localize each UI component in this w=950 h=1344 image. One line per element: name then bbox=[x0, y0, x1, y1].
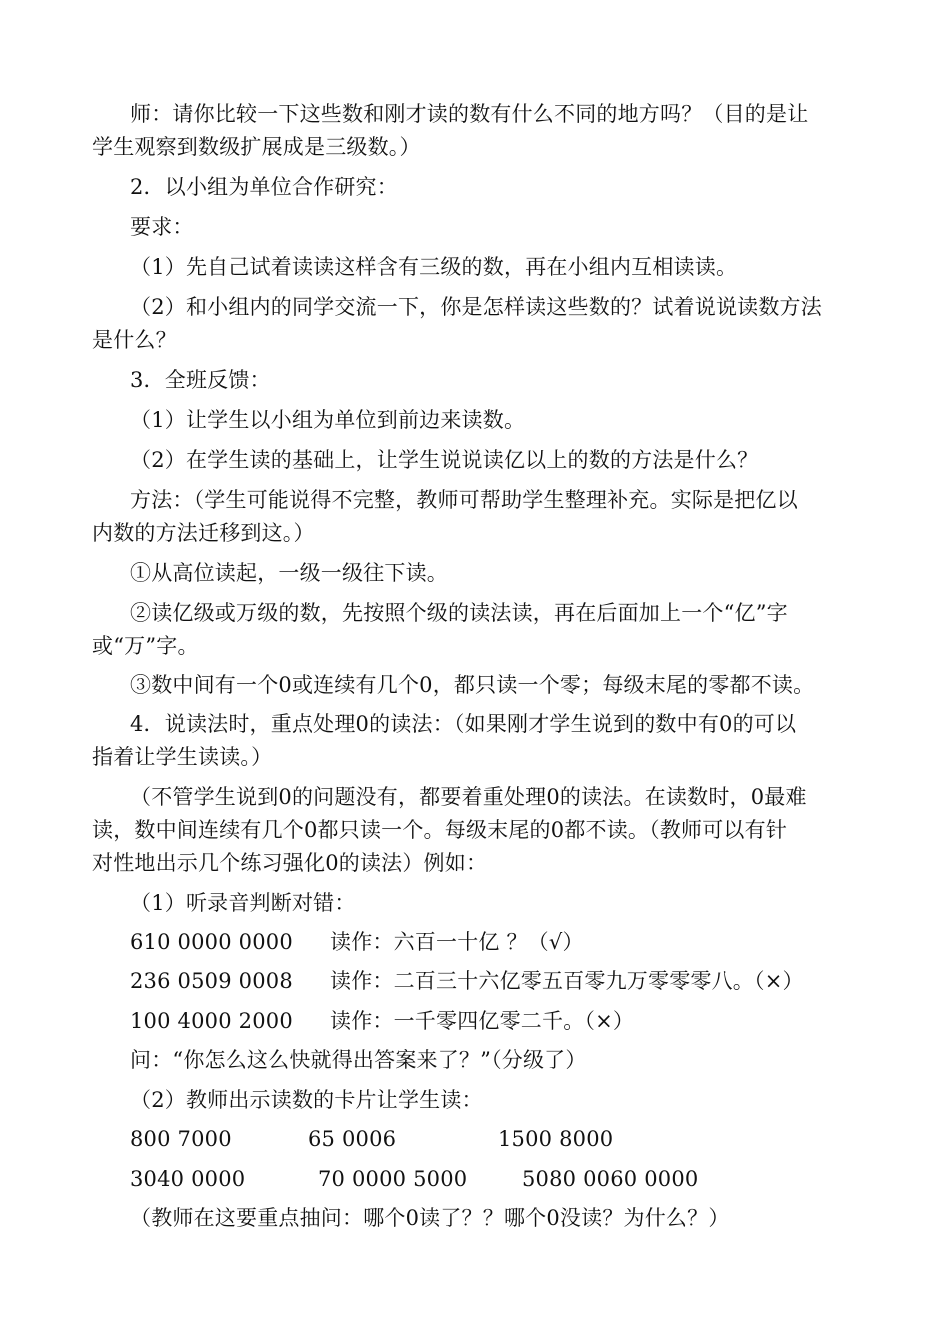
card-row bbox=[130, 1125, 890, 1153]
section-heading: 2．以小组为单位合作研究： bbox=[130, 175, 398, 199]
paragraph-line: ②读亿级或万级的数，先按照个级的读法读，再在后面加上一个“亿”字 bbox=[130, 601, 788, 625]
paragraph-line: ③数中间有一个0或连续有几个0，都只读一个零；每级末尾的零都不读。 bbox=[130, 673, 815, 697]
card-number: 3040 0000 bbox=[130, 1167, 246, 1191]
judge-row bbox=[130, 1007, 890, 1035]
judge-number: 610 0000 0000 bbox=[130, 930, 293, 954]
judge-reading: 读作：六百一十亿 ？（√） bbox=[330, 930, 584, 954]
paragraph-line: 对性地出示几个练习强化0的读法）例如： bbox=[92, 851, 488, 875]
question-line: 问：“你怎么这么快就得出答案来了？”（分级了） bbox=[130, 1048, 587, 1072]
card-number: 1500 8000 bbox=[498, 1127, 614, 1151]
paragraph-line: 师：请你比较一下这些数和刚才读的数有什么不同的地方吗？（目的是让 bbox=[130, 102, 809, 126]
closing-line: （教师在这要重点抽问：哪个0读了？？哪个0没读？为什么？） bbox=[130, 1206, 730, 1230]
judge-number: 100 4000 2000 bbox=[130, 1009, 293, 1033]
section-heading: 4．说读法时，重点处理0的读法：（如果刚才学生说到的数中有0的可以 bbox=[130, 712, 797, 736]
card-number: 800 7000 bbox=[130, 1127, 232, 1151]
card-number: 70 0000 5000 bbox=[318, 1167, 468, 1191]
paragraph-line: （1）先自己试着读读这样含有三级的数，再在小组内互相读读。 bbox=[130, 255, 738, 279]
card-number: 5080 0060 0000 bbox=[522, 1167, 699, 1191]
card-number: 65 0006 bbox=[308, 1127, 397, 1151]
judge-reading: 读作：一千零四亿零二千。（×） bbox=[330, 1009, 635, 1033]
paragraph-line: （不管学生说到0的问题没有，都要着重处理0的读法。在读数时，0最难 bbox=[130, 785, 807, 809]
paragraph-line: （2）在学生读的基础上，让学生说说读亿以上的数的方法是什么？ bbox=[130, 448, 759, 472]
paragraph-line: 方法：（学生可能说得不完整，教师可帮助学生整理补充。实际是把亿以 bbox=[130, 488, 798, 512]
paragraph-line: 指着让学生读读。） bbox=[92, 745, 273, 769]
judge-row bbox=[130, 928, 890, 956]
paragraph-line: ①从高位读起，一级一级往下读。 bbox=[130, 561, 448, 585]
paragraph-line: 内数的方法迁移到这。） bbox=[92, 521, 315, 545]
card-row bbox=[130, 1165, 890, 1193]
card-intro-line: （2）教师出示读数的卡片让学生读： bbox=[130, 1088, 483, 1112]
paragraph-line: （2）和小组内的同学交流一下，你是怎样读这些数的？试着说说读数方法 bbox=[130, 295, 822, 319]
paragraph-line: 学生观察到数级扩展成是三级数。） bbox=[92, 135, 421, 159]
judge-number: 236 0509 0008 bbox=[130, 969, 293, 993]
paragraph-line: （1）听录音判断对错： bbox=[130, 891, 356, 915]
paragraph-line: 或“万”字。 bbox=[92, 634, 199, 658]
paragraph-line: 是什么？ bbox=[92, 328, 177, 352]
paragraph-line: 要求： bbox=[130, 215, 194, 239]
paragraph-line: 读，数中间连续有几个0都只读一个。每级末尾的0都不读。（教师可以有针 bbox=[92, 818, 788, 842]
paragraph-line: （1）让学生以小组为单位到前边来读数。 bbox=[130, 408, 526, 432]
judge-row bbox=[130, 967, 890, 995]
section-heading: 3．全班反馈： bbox=[130, 368, 271, 392]
judge-reading: 读作：二百三十六亿零五百零九万零零零八。（×） bbox=[330, 969, 804, 993]
